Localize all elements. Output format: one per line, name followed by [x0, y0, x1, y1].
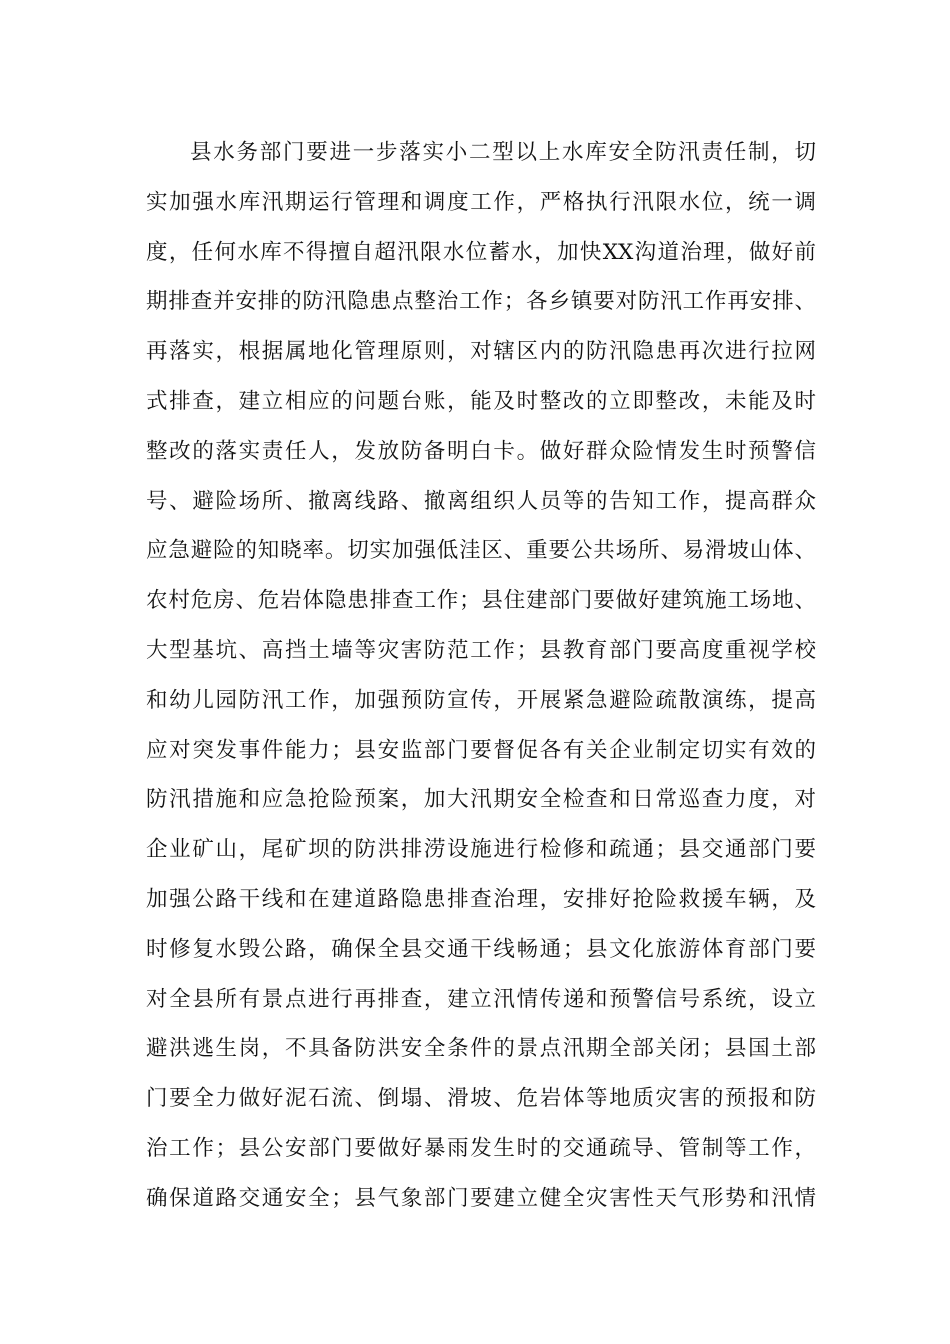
text-line: 时修复水毁公路，确保全县交通干线畅通；县文化旅游体育部门要: [146, 936, 816, 962]
text-line: 防汛措施和应急抢险预案，加大汛期安全检查和日常巡查力度，对: [146, 787, 816, 813]
text-line: 县水务部门要进一步落实小二型以上水库安全防汛责任制，切: [190, 140, 816, 165]
text-line: 加强公路干线和在建道路隐患排查治理，安排好抢险救援车辆，及: [146, 886, 816, 912]
text-line: 整改的落实责任人，发放防备明白卡。做好群众险情发生时预警信: [146, 438, 816, 464]
text-line: 避洪逃生岗，不具备防洪安全条件的景点汛期全部关闭；县国土部: [146, 1036, 816, 1062]
text-line: 实加强水库汛期运行管理和调度工作，严格执行汛限水位，统一调: [146, 189, 816, 215]
body-paragraph: [146, 128, 816, 1224]
text-line: 期排查并安排的防汛隐患点整治工作；各乡镇要对防汛工作再安排、: [146, 289, 816, 315]
text-line: 再落实，根据属地化管理原则，对辖区内的防汛隐患再次进行拉网: [146, 339, 816, 365]
text-line: 号、避险场所、撤离线路、撤离组织人员等的告知工作，提高群众: [146, 488, 816, 514]
text-line: 和幼儿园防汛工作，加强预防宣传，开展紧急避险疏散演练，提高: [146, 687, 816, 713]
text-line: 度，任何水库不得擅自超汛限水位蓄水，加快XX沟道治理，做好前: [146, 239, 816, 265]
text-line: 应急避险的知晓率。切实加强低洼区、重要公共场所、易滑坡山体、: [146, 538, 816, 564]
text-line: 确保道路交通安全；县气象部门要建立健全灾害性天气形势和汛情: [146, 1185, 816, 1211]
text-line: 治工作；县公安部门要做好暴雨发生时的交通疏导、管制等工作，: [146, 1135, 816, 1161]
text-line: 企业矿山，尾矿坝的防洪排涝设施进行检修和疏通；县交通部门要: [146, 837, 816, 863]
text-line: 门要全力做好泥石流、倒塌、滑坡、危岩体等地质灾害的预报和防: [146, 1086, 816, 1112]
text-line: 应对突发事件能力；县安监部门要督促各有关企业制定切实有效的: [146, 737, 816, 763]
text-line: 农村危房、危岩体隐患排查工作；县住建部门要做好建筑施工场地、: [146, 588, 816, 614]
text-line: 对全县所有景点进行再排查，建立汛情传递和预警信号系统，设立: [146, 986, 816, 1012]
text-line: 大型基坑、高挡土墙等灾害防范工作；县教育部门要高度重视学校: [146, 637, 816, 663]
text-line: 式排查，建立相应的问题台账，能及时整改的立即整改，未能及时: [146, 388, 816, 414]
